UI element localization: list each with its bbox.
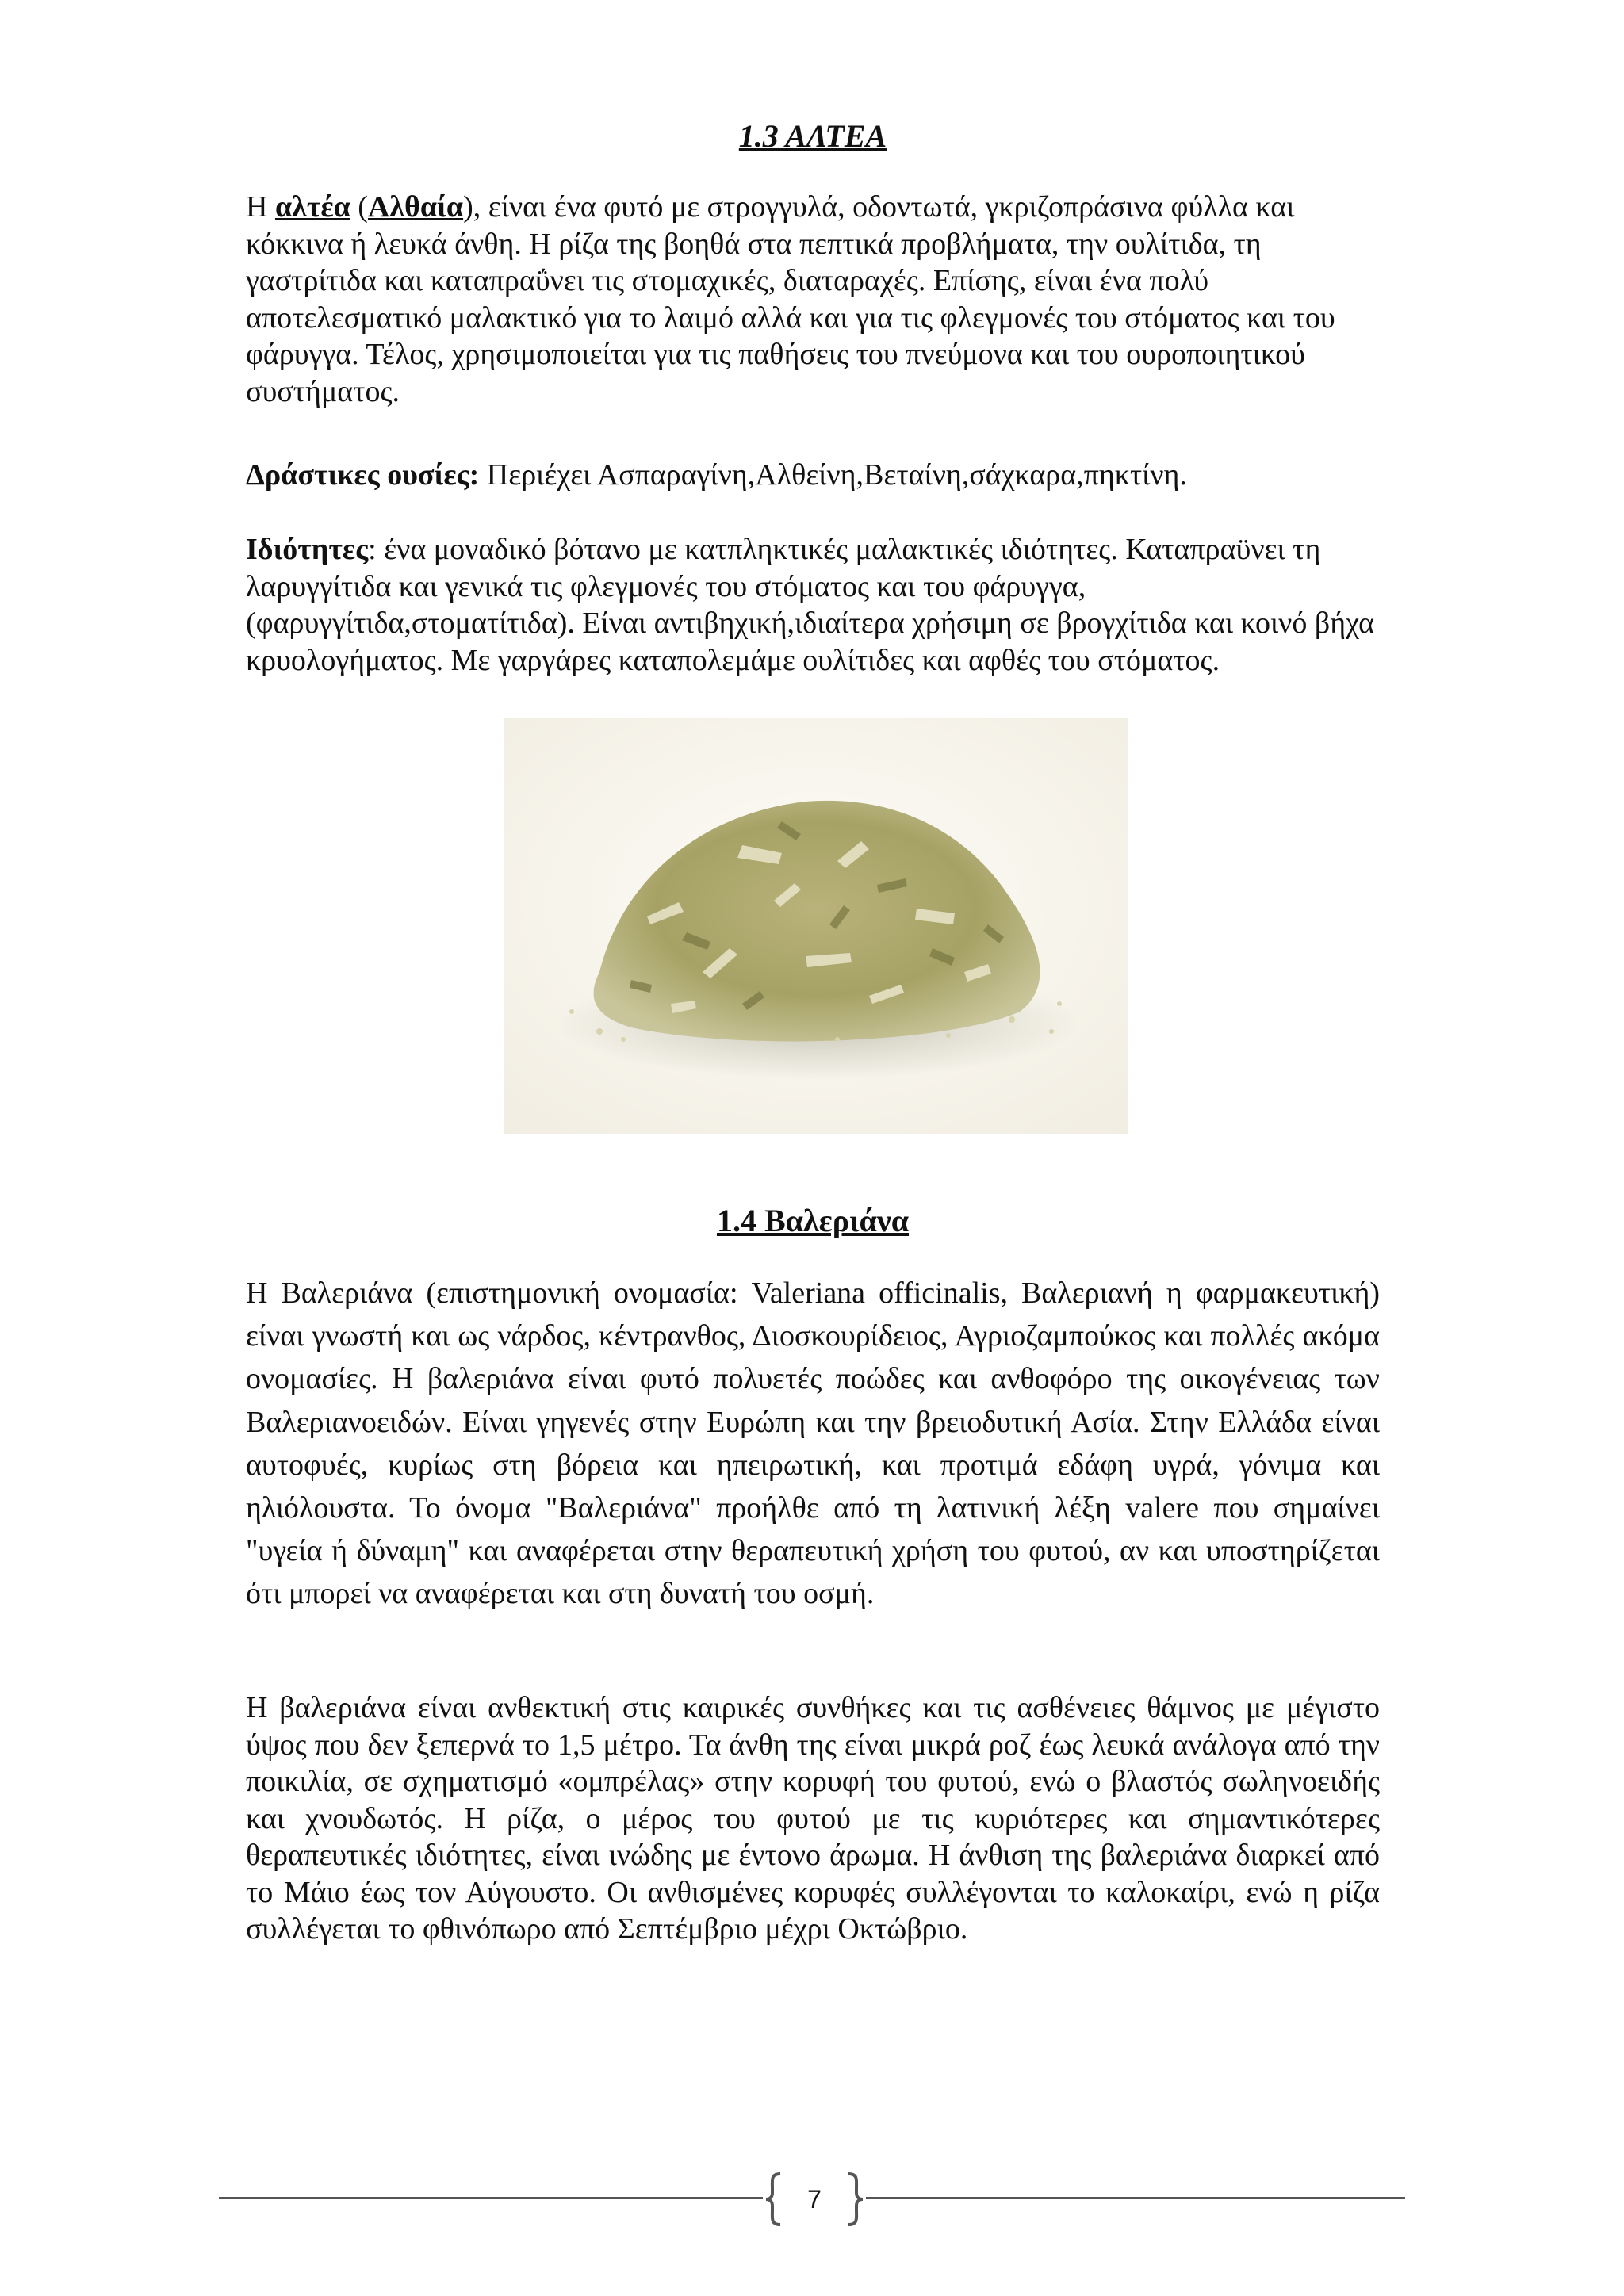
footer-rule-right: [866, 2197, 1405, 2199]
active-substances-paragraph: [246, 457, 1380, 494]
page-number: 7: [807, 2185, 822, 2214]
active-substances-label: Δράστικες ουσίες:: [246, 458, 480, 492]
properties-paragraph: [246, 531, 1380, 679]
properties-text: : ένα μοναδικό βότανο με κατπληκτικές μαλακτικές ιδιότητες. Καταπραϋνει τη λαρυγγίτιδα και γενικά τις φλεγμονές του στόματος και του φάρυγγα,(φαρυγγίτιδα,στοματίτιδα). Είναι αντιβηχική,ιδιαίτερα χρήσιμη σε βρογχίτιδα και κοινό βήχα κρυολογήματος. Με γαργάρες καταπολεμάμε ουλίτιδες και αφθές του στόματος.: [246, 533, 1375, 677]
term-altea: αλτέα: [274, 190, 350, 224]
intro-text-3: ), είναι ένα φυτό με στρογγυλά, οδοντωτά, γκριζοπράσινα φύλλα και κόκκινα ή λευκά άνθη. Η ρίζα της βοηθά στα πεπτικά προβλήματα, την ουλίτιδα, τη γαστρίτιδα και καταπραΰνει τις στομαχικές, διαταραχές. Επίσης, είναι ένα πολύ αποτελεσματικό μαλακτικό για το λαιμό αλλά και για τις φλεγμονές του στόματος και του φάρυγγα. Τέλος, χρησιμοποιείται για τις παθήσεις του πνεύμονα και του ουροποιητικού συστήματος.: [246, 190, 1335, 408]
active-substances-text: Περιέχει Ασπαραγίνη,Αλθείνη,Βεταίνη,σάχκαρα,πηκτίνη.: [479, 458, 1187, 492]
intro-text-2: (: [350, 190, 368, 224]
term-althaia: Αλθαία: [367, 190, 464, 224]
altea-intro-paragraph: [246, 189, 1380, 410]
valerian-paragraph-2: Η βαλεριάνα είναι ανθεκτική στις καιρικές συνθήκες και τις ασθένειες θάμνος με μέγιστο ύψος που δεν ξεπερνά το 1,5 μέτρο. Τα άνθη της είναι μικρά ροζ έως λευκά ανάλογα από την ποικιλία, σε σχηματισμό «ομπρέλας» στην κορυφή του φυτού, ενώ ο βλαστός σωληνοειδής και χνουδωτός. Η ρίζα, ο μέρος του φυτού με τις κυριότερες και σημαντικότερες θεραπευτικές ιδιότητες, είναι ινώδης με έντονο άρωμα. Η άνθιση της βαλεριάνα διαρκεί από το Μάιο έως τον Αύγουστο. Οι ανθισμένες κορυφές συλλέγονται το καλοκαίρι, ενώ η ρίζα συλλέγεται το φθινόπωρο από Σεπτέμβριο μέχρι Οκτώβριο.: [246, 1691, 1380, 1946]
footer-rule-left: [219, 2197, 763, 2199]
section-heading-valerian: 1.4 Βαλεριάνα: [716, 1203, 910, 1238]
page-number-box: [761, 2169, 868, 2229]
intro-text-1: Η: [246, 190, 275, 224]
properties-label: Ιδιότητες: [246, 533, 369, 566]
dried-herb-photo: [504, 718, 1128, 1134]
section-heading-altea: 1.3 ΑΛΤΕΑ: [738, 118, 887, 154]
valerian-paragraph-1: Η Βαλεριάνα (επιστημονική ονομασία: Valeriana officinalis, Βαλεριανή η φαρμακευτική) είναι γνωστή και ως νάρδος, κέντρανθος, Διοσκουρίδειος, Αγριοζαμπούκος και πολλές ακόμα ονομασίες. Η βαλεριάνα είναι φυτό πολυετές ποώδες και ανθοφόρο της οικογένειας των Βαλεριανοειδών. Είναι γηγενές στην Ευρώπη και την βρειοδυτική Ασία. Στην Ελλάδα είναι αυτοφυές, κυρίως στη βόρεια και ηπειρωτική, και προτιμά εδάφη υγρά, γόνιμα και ηλιόλουστα. Το όνομα "Βαλεριάνα" προήλθε από τη λατινική λέξη valere που σημαίνει "υγεία ή δύναμη" και αναφέρεται στην θεραπευτική χρήση του φυτού, αν και υποστηρίζεται ότι μπορεί να αναφέρεται και στη δυνατή του οσμή.: [246, 1276, 1380, 1611]
page-number-brackets-icon: [761, 2169, 868, 2229]
